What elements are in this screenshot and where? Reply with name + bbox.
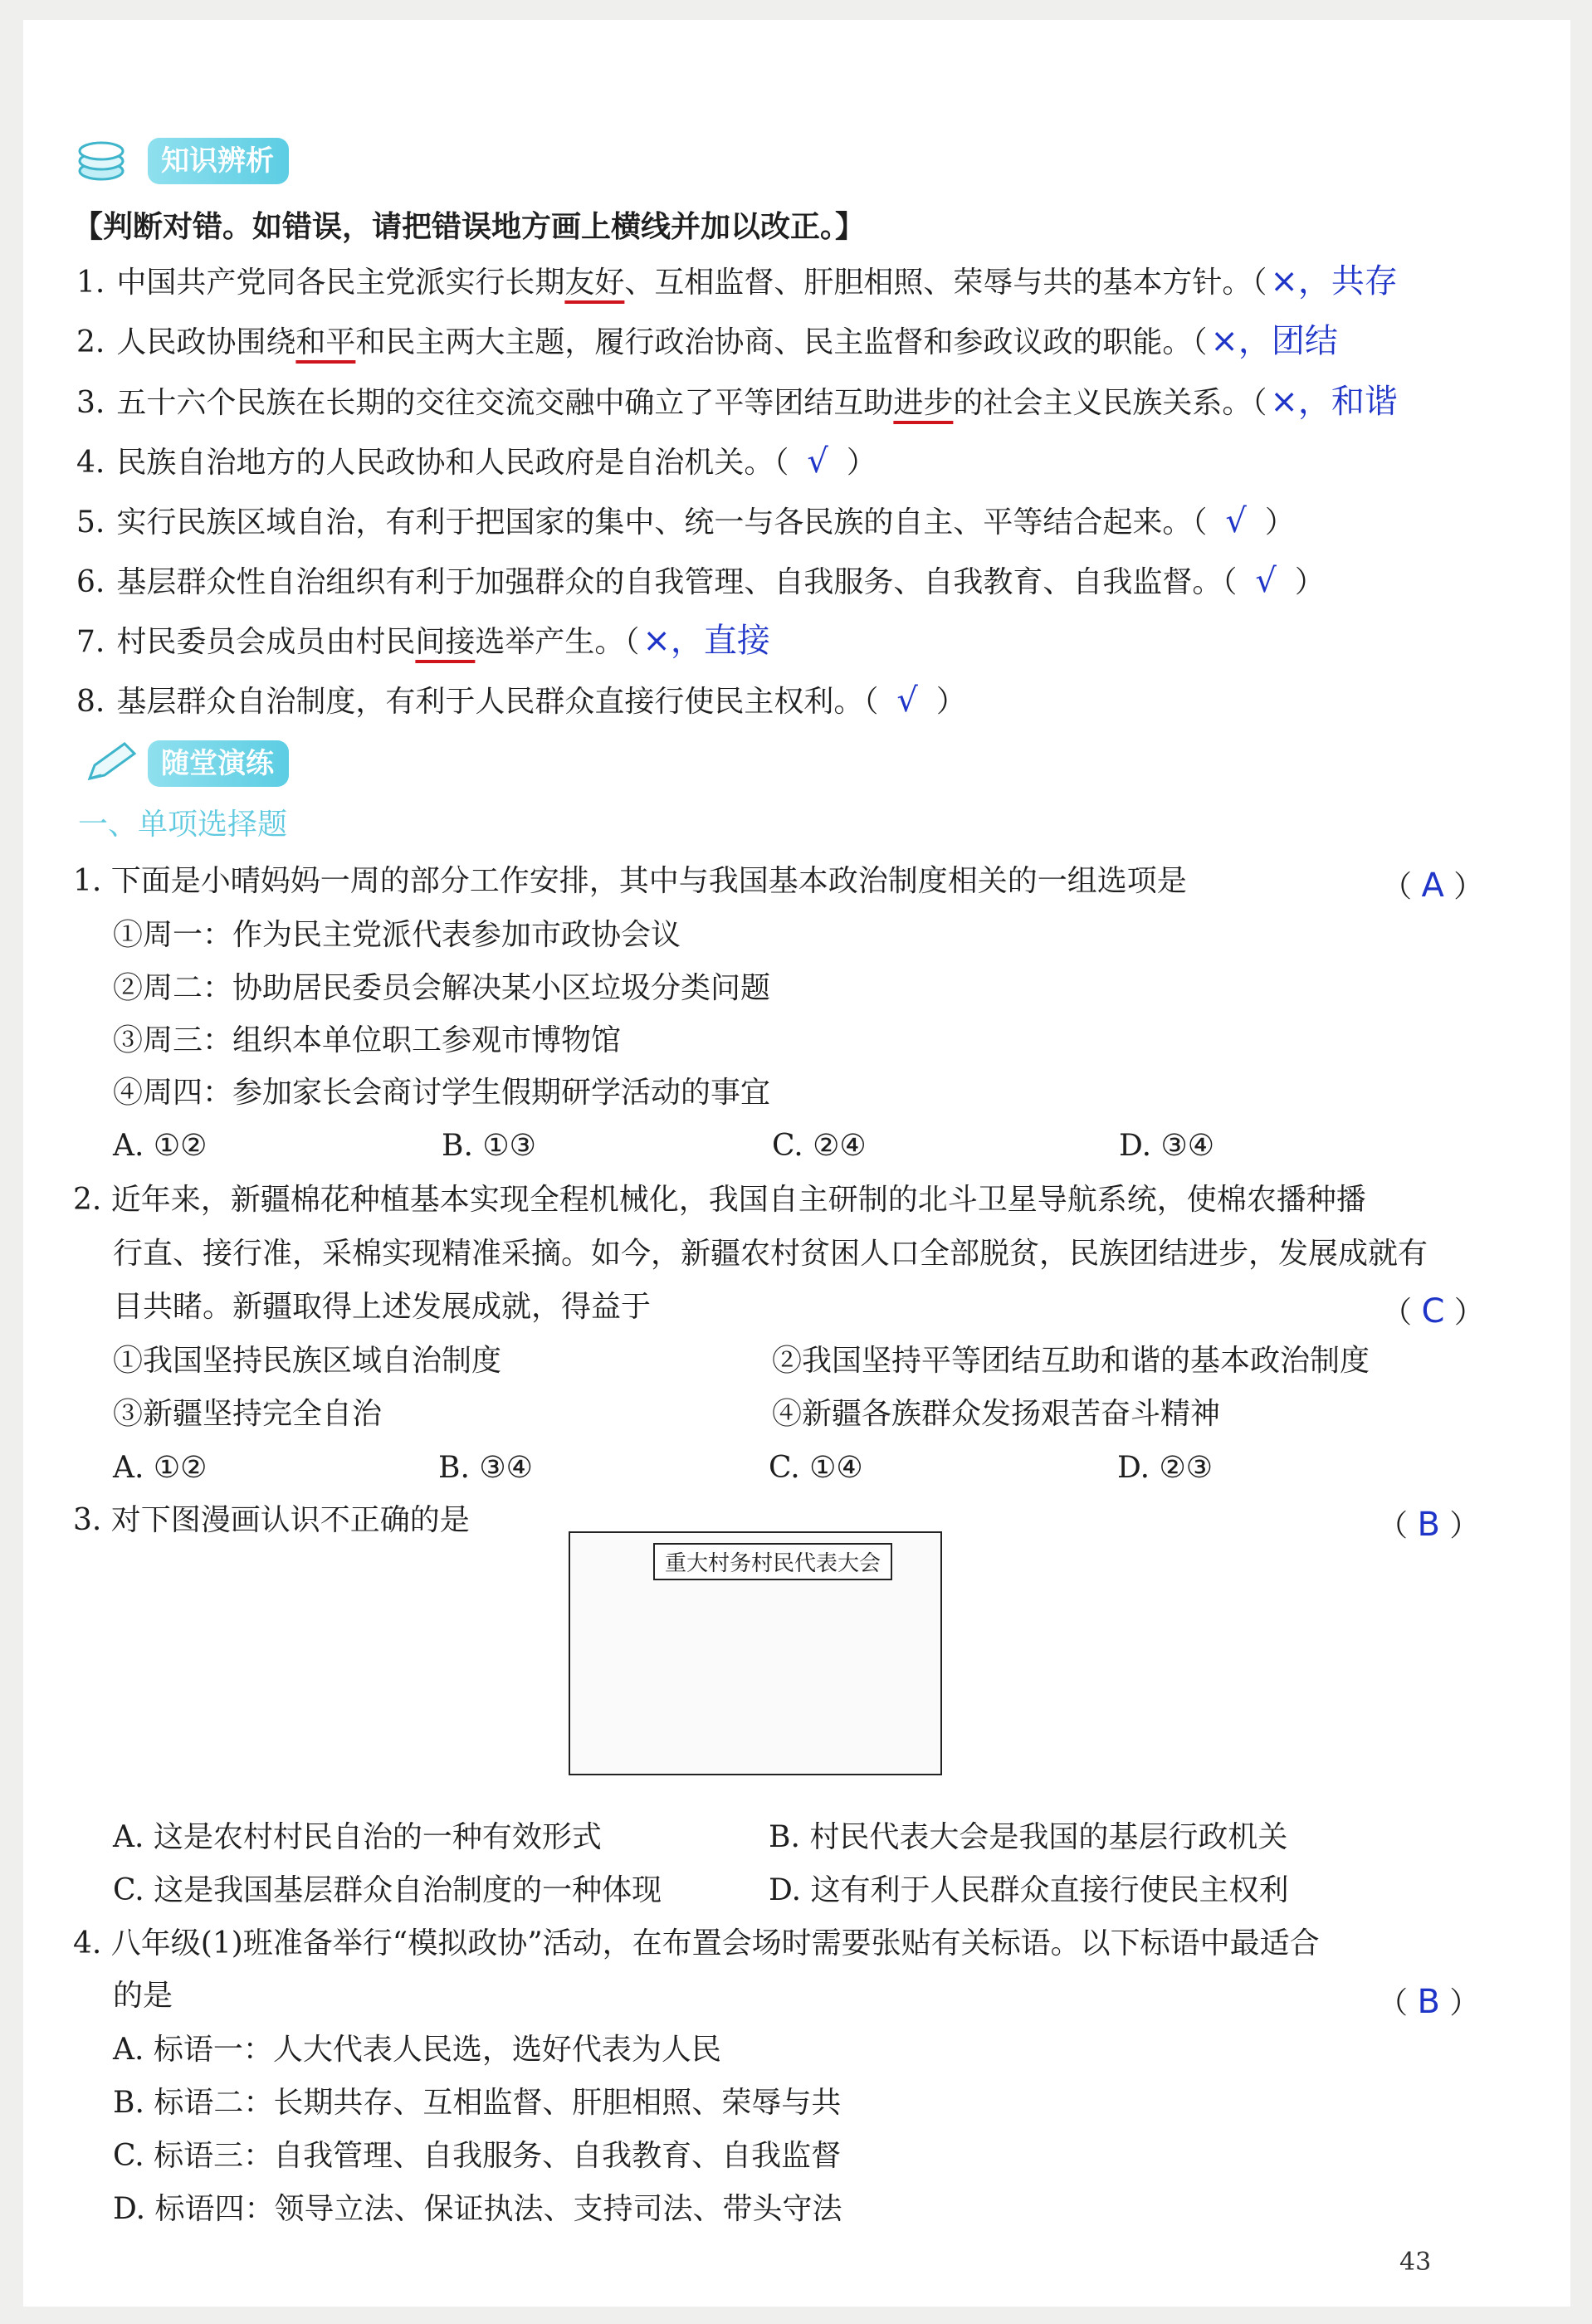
item-number: 2. <box>76 325 105 359</box>
book-stack-icon <box>76 138 139 184</box>
q3-stem: 3. 对下图漫画认识不正确的是 <box>73 1503 470 1537</box>
q4-option-a: A. 标语一：人大代表人民选，选好代表为人民 <box>113 2033 721 2067</box>
q3-answer-paren: （ B ） <box>1378 1506 1480 1544</box>
q1-option-d: D. ③④ <box>1119 1129 1215 1163</box>
underlined-error: 进步 <box>893 386 954 420</box>
q1-option-a: A. ①② <box>113 1129 208 1163</box>
q2-option-b: B. ③④ <box>438 1451 533 1485</box>
handwritten-answer: ×，共存 <box>1270 262 1398 300</box>
item-text: 基层群众自治制度，有利于人民群众直接行使民主权利。（ <box>116 685 879 719</box>
item-number: 8. <box>76 685 105 719</box>
judgement-item <box>76 501 1295 543</box>
q1-option-b: B. ①③ <box>442 1129 536 1163</box>
close-paren: ） <box>1264 505 1295 540</box>
q3-option-a: A. 这是农村村民自治的一种有效形式 <box>113 1820 602 1854</box>
item-number: 5. <box>76 505 105 540</box>
item-text: 基层群众性自治组织有利于加强群众的自我管理、自我服务、自我教育、自我监督。（ <box>116 565 1238 599</box>
judgement-item <box>76 681 966 722</box>
item-text: 和民主两大主题，履行政治协商、民主监督和参政议政的职能。（ <box>355 325 1208 359</box>
item-text: 村民委员会成员由村民 <box>116 625 416 659</box>
item-text: 民族自治地方的人民政协和人民政府是自治机关。（ <box>116 446 789 480</box>
item-text: 的社会主义民族关系。（ <box>953 386 1267 420</box>
q3-option-b: B. 村民代表大会是我国的基层行政机关 <box>769 1820 1288 1854</box>
q1-statement: ②周二：协助居民委员会解决某小区垃圾分类问题 <box>113 971 771 1005</box>
item-number: 4. <box>76 446 105 480</box>
item-number: 3. <box>76 386 105 420</box>
underlined-error: 和平 <box>295 325 356 359</box>
q4-option-d: D. 标语四：领导立法、保证执法、支持司法、带头守法 <box>113 2192 842 2226</box>
q4-stem-line: 4. 八年级(1)班准备举行“模拟政协”活动，在布置会场时需要张贴有关标语。以下标语中最适合 <box>73 1926 1320 1960</box>
item-text: 人民政协围绕 <box>116 325 296 359</box>
item-text: 实行民族区域自治，有利于把国家的集中、统一与各民族的自主、平等结合起来。（ <box>116 505 1208 540</box>
q2-statement: ④新疆各族群众发扬艰苦奋斗精神 <box>772 1397 1221 1431</box>
pencil-icon <box>83 740 141 787</box>
item-number: 1. <box>76 266 105 300</box>
handwritten-answer: √ <box>807 442 828 481</box>
q2-stem-line: 目共睹。新疆取得上述发展成就，得益于 <box>113 1290 652 1324</box>
q4-answer-paren: （ B ） <box>1378 1983 1480 2021</box>
item-text: 中国共产党同各民主党派实行长期 <box>116 266 565 300</box>
handwritten-answer: ×，直接 <box>642 622 770 660</box>
q2-stem-line: 行直、接行准，采棉实现精准采摘。如今，新疆农村贫困人口全部脱贫，民族团结进步，发展成就有 <box>113 1237 1428 1271</box>
q2-answer-paren: （ C ） <box>1382 1292 1484 1330</box>
close-paren: ） <box>1294 565 1325 599</box>
judgement-item <box>76 261 1398 303</box>
q1-answer: A <box>1421 867 1444 905</box>
handwritten-answer: ×，团结 <box>1210 322 1338 360</box>
handwritten-answer: ×，和谐 <box>1270 383 1398 421</box>
q4-option-c: C. 标语三：自我管理、自我服务、自我教育、自我监督 <box>113 2139 842 2173</box>
q3-answer: B <box>1417 1506 1440 1544</box>
handwritten-answer: √ <box>1225 502 1247 540</box>
close-paren: ） <box>935 685 966 719</box>
instruction: 【判断对错。如错误，请把错误地方画上横线并加以改正。】 <box>73 210 866 244</box>
item-text: 、互相监督、肝胆相照、荣辱与共的基本方针。（ <box>624 266 1267 300</box>
q2-statement: ③新疆坚持完全自治 <box>113 1397 383 1431</box>
q2-option-c: C. ①④ <box>769 1451 863 1485</box>
q4-answer: B <box>1417 1983 1440 2021</box>
village-meeting-cartoon <box>569 1531 942 1775</box>
q2-statement: ②我国坚持平等团结互助和谐的基本政治制度 <box>772 1344 1370 1378</box>
item-text: 五十六个民族在长期的交往交流交融中确立了平等团结互助 <box>116 386 894 420</box>
close-paren: ） <box>846 446 877 480</box>
handwritten-answer: √ <box>896 681 918 720</box>
underlined-error: 友好 <box>564 266 625 300</box>
section-subtitle: 一、单项选择题 <box>78 808 288 842</box>
q4-option-b: B. 标语二：长期共存、互相监督、肝胆相照、荣辱与共 <box>113 2086 842 2120</box>
judgement-item <box>76 561 1325 603</box>
q1-statement: ④周四：参加家长会商讨学生假期研学活动的事宜 <box>113 1076 771 1110</box>
q2-statement: ①我国坚持民族区域自治制度 <box>113 1344 502 1378</box>
q4-stem-line: 的是 <box>113 1979 173 2013</box>
judgement-item <box>76 321 1338 363</box>
cartoon-caption: 重大村务村民代表大会 <box>653 1543 892 1580</box>
judgement-item <box>76 382 1398 423</box>
judgement-item <box>76 621 770 662</box>
page-number: 43 <box>1399 2248 1432 2277</box>
item-number: 6. <box>76 565 105 599</box>
q2-answer: C <box>1421 1292 1445 1330</box>
q2-option-a: A. ①② <box>113 1451 208 1485</box>
item-text: 选举产生。（ <box>475 625 640 659</box>
q1-statement: ③周三：组织本单位职工参观市博物馆 <box>113 1023 622 1057</box>
section-banner-knowledge: 知识辨析 <box>148 138 289 184</box>
handwritten-answer: √ <box>1255 562 1277 600</box>
q1-statement: ①周一：作为民主党派代表参加市政协会议 <box>113 918 681 952</box>
q2-stem-line: 2. 近年来，新疆棉花种植基本实现全程机械化，我国自主研制的北斗卫星导航系统，使棉农播种播 <box>73 1183 1366 1217</box>
section-banner-practice: 随堂演练 <box>148 740 289 787</box>
q1-option-c: C. ②④ <box>772 1129 867 1163</box>
item-number: 7. <box>76 625 105 659</box>
q1-stem: 1. 下面是小晴妈妈一周的部分工作安排，其中与我国基本政治制度相关的一组选项是 <box>73 864 1187 898</box>
judgement-item <box>76 442 877 483</box>
q3-option-d: D. 这有利于人民群众直接行使民主权利 <box>769 1873 1289 1907</box>
q3-option-c: C. 这是我国基层群众自治制度的一种体现 <box>113 1873 662 1907</box>
underlined-error: 间接 <box>415 625 476 659</box>
q2-option-d: D. ②③ <box>1117 1451 1214 1485</box>
q1-answer-paren: （ A ） <box>1382 867 1484 905</box>
